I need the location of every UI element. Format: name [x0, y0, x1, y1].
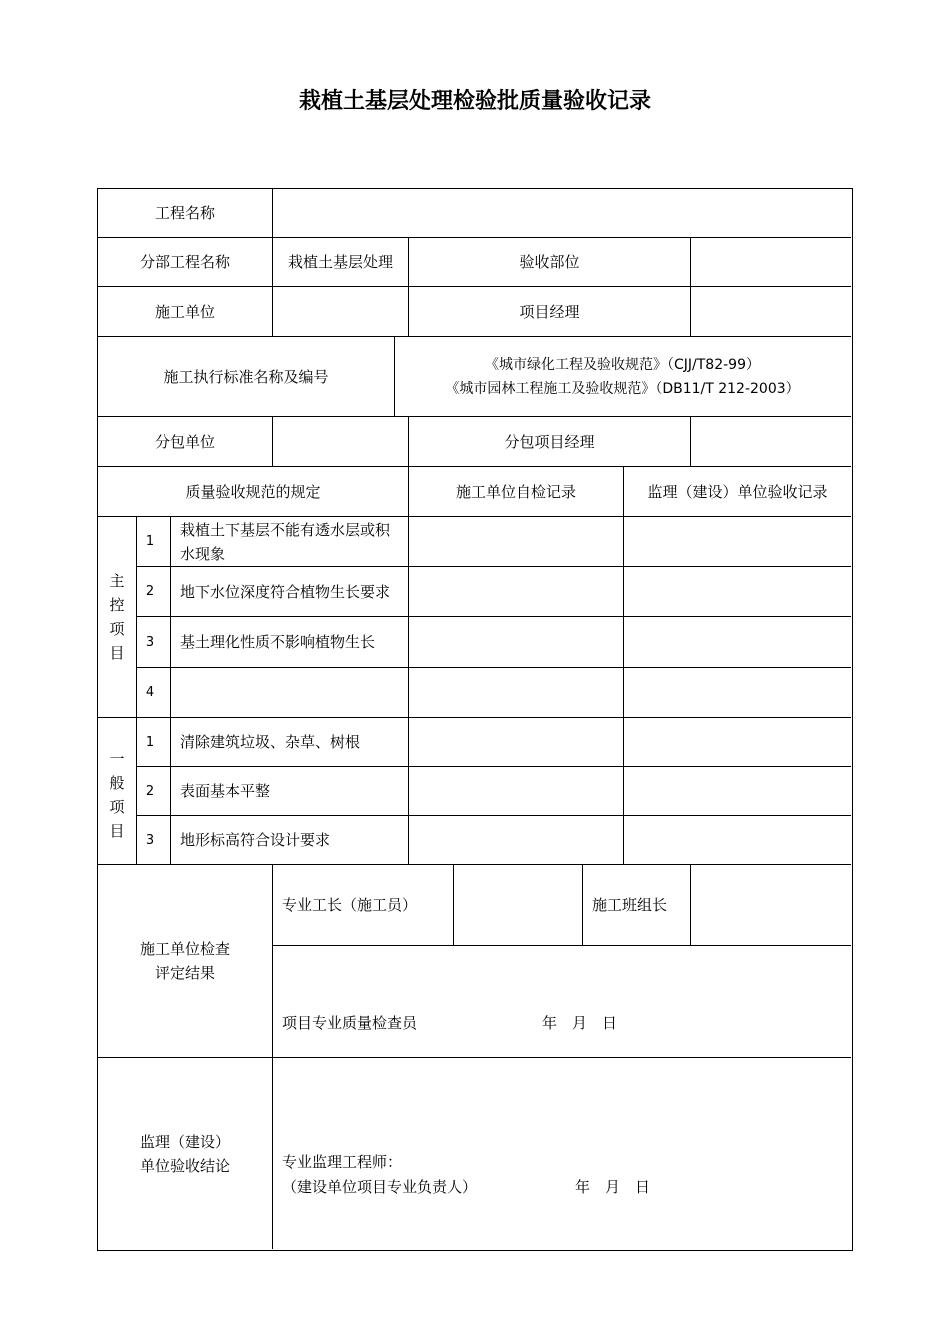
column-header-spec: 质量验收规范的规定 — [185, 482, 321, 501]
item-text: 地下水位深度符合植物生长要求 — [180, 582, 391, 601]
row-divider — [272, 945, 851, 946]
item-number: 2 — [145, 783, 155, 799]
team-leader-label: 施工班组长 — [592, 896, 668, 914]
general-label-char: 般 — [109, 774, 125, 792]
construction-check-label — [98, 865, 272, 1057]
item-number: 4 — [145, 685, 155, 700]
general-label-char: 目 — [109, 822, 125, 840]
item-number: 1 — [145, 734, 155, 750]
owner-representative-label: （建设单位项目专业负责人） — [282, 1178, 478, 1196]
foreman-label: 专业工长（施工员） — [282, 896, 418, 914]
construction-unit-value[interactable] — [273, 287, 408, 336]
item-number: 2 — [145, 584, 155, 599]
supervising-engineer-label: 专业监理工程师： — [282, 1153, 403, 1171]
col-divider — [582, 864, 583, 945]
item-text — [180, 668, 402, 717]
standard-line-2: 《城市园林工程施工及验收规范》（DB11/T 212-2003） — [445, 380, 800, 397]
col-divider — [170, 516, 171, 864]
col-divider — [623, 466, 624, 864]
construction-unit-label: 施工单位 — [154, 302, 215, 321]
general-label-char: 项 — [109, 798, 125, 816]
item-number: 3 — [145, 634, 155, 650]
main-control-label — [98, 517, 136, 717]
item-text: 基土理化性质不影响植物生长 — [180, 633, 376, 651]
construction-check-label-line1: 施工单位检查 — [139, 940, 230, 958]
item-text: 表面基本平整 — [180, 782, 271, 800]
project-manager-label: 项目经理 — [519, 302, 580, 321]
item-text: 清除建筑垃圾、杂草、树根 — [180, 733, 361, 751]
sub-manager-label: 分包项目经理 — [504, 432, 595, 451]
standard-line-1: 《城市绿化工程及验收规范》（CJJ/T82-99） — [485, 356, 760, 373]
main-control-label-char: 主 — [109, 572, 125, 590]
supervision-conclusion-label-line2: 单位验收结论 — [139, 1156, 230, 1175]
inspection-date[interactable]: 年 月 日 — [542, 1014, 618, 1032]
conclusion-date[interactable]: 年 月 日 — [575, 1178, 651, 1196]
sub-manager-value[interactable] — [691, 417, 851, 466]
supervision-conclusion-label — [98, 1058, 272, 1249]
general-items-label — [98, 718, 136, 864]
item-text: 地形标高符合设计要求 — [180, 831, 331, 849]
item-text: 栽植土下基层不能有透水层或积水现象 — [180, 520, 391, 563]
standard-label: 施工执行标准名称及编号 — [163, 367, 329, 386]
column-header-supervision: 监理（建设）单位验收记录 — [647, 482, 828, 501]
page-title: 栽植土基层处理检验批质量验收记录 — [298, 89, 651, 114]
project-name-value[interactable] — [273, 189, 851, 237]
general-label-char: 一 — [109, 750, 125, 768]
team-leader-signature[interactable] — [691, 865, 851, 945]
supervision-conclusion-label-line1: 监理（建设） — [139, 1132, 230, 1151]
acceptance-part-value[interactable] — [691, 238, 851, 286]
construction-check-label-line2: 评定结果 — [154, 964, 215, 982]
quality-inspector-label: 项目专业质量检查员 — [282, 1014, 418, 1032]
main-control-label-char: 目 — [109, 644, 125, 662]
project-manager-value[interactable] — [691, 287, 851, 336]
col-divider — [272, 864, 273, 1249]
item-number: 1 — [145, 534, 155, 549]
main-control-label-char: 项 — [109, 620, 125, 638]
column-header-self-check: 施工单位自检记录 — [455, 482, 576, 501]
sub-project-label: 分部工程名称 — [139, 253, 230, 271]
main-control-label-char: 控 — [109, 596, 125, 614]
standard-value[interactable] — [394, 337, 851, 416]
foreman-signature[interactable] — [454, 865, 582, 945]
subcontractor-label: 分包单位 — [154, 432, 215, 451]
sub-project-value[interactable]: 栽植土基层处理 — [287, 253, 393, 271]
project-name-label: 工程名称 — [154, 204, 215, 222]
subcontractor-value[interactable] — [273, 417, 408, 466]
acceptance-part-label: 验收部位 — [519, 253, 580, 271]
item-number: 3 — [145, 832, 155, 848]
